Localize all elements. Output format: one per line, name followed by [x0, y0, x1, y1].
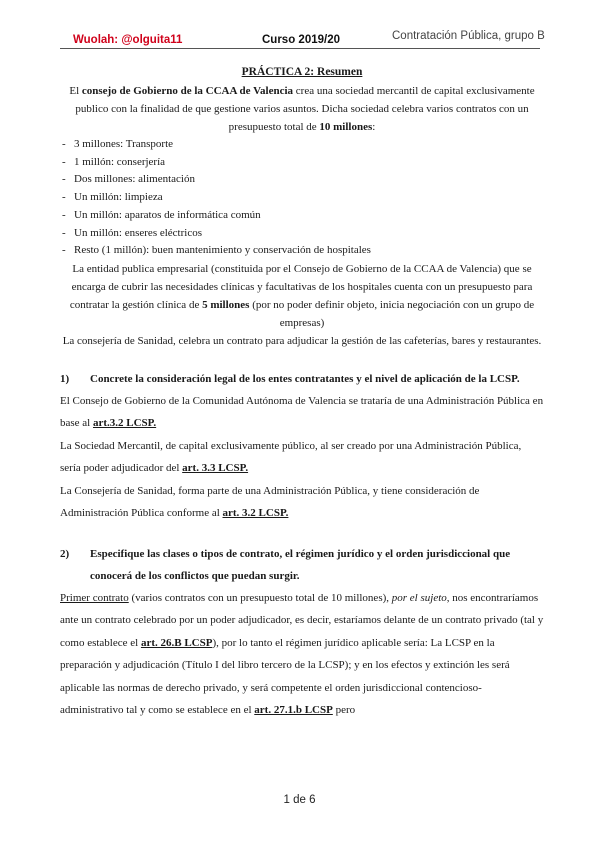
page-number: 1 de 6 — [283, 794, 316, 806]
health-dept-paragraph: La consejería de Sanidad, celebra un contrato para adjudicar la gestión de las cafeterías, bares y restaurantes. — [62, 334, 542, 347]
page-header — [0, 30, 599, 54]
subject-label: Contratación Pública, grupo B — [392, 30, 545, 42]
law-reference: art. 3.2 LCSP. — [222, 507, 289, 520]
government-name: consejo de Gobierno de la CCAA de Valencia — [81, 85, 294, 97]
law-reference: art. 26.B LCSP — [140, 636, 213, 649]
first-contract-label: Primer contrato — [60, 591, 129, 604]
intro-paragraph: El consejo de Gobierno de la CCAA de Valencia crea una sociedad mercantil de capital exclusivamente publico con la finalidad de que gestione varios asuntos. Dicha sociedad celebra varios contratos con un presupuesto total de 10 millones: — [69, 85, 535, 133]
header-divider — [60, 48, 540, 49]
list-item: - 3 millones: Transporte — [60, 136, 544, 154]
clinical-budget: 5 millones — [202, 298, 250, 311]
course-label: Curso 2019/20 — [262, 34, 340, 46]
watermark-text: Wuolah: @olguita11 — [73, 34, 183, 46]
list-item: - 1 millón: conserjería — [60, 154, 544, 172]
section-1-paragraph-1: El Consejo de Gobierno de la Comunidad Autónoma de Valencia se trataría de una Administración Pública en base al art.3.2 LCSP. — [60, 394, 544, 430]
section-1-title: 1) Concrete la consideración legal de los entes contratantes y el nivel de aplicación de la LCSP. — [60, 368, 544, 390]
section-2-title: 2) Especifique las clases o tipos de contrato, el régimen jurídico y el orden jurisdiccional que conocerá de los conflictos que puedan surgir. — [60, 543, 544, 587]
list-item: - Un millón: aparatos de informática común — [60, 207, 544, 225]
section-1-paragraph-2: La Sociedad Mercantil, de capital exclusivamente público, al ser creado por una Administración Pública, sería poder adjudicador del art. 3.3 LCSP. — [60, 439, 522, 475]
document-body — [60, 62, 544, 722]
contracts-list — [60, 136, 544, 260]
section-number: 1) — [60, 372, 70, 385]
budget-amount: 10 millones — [319, 121, 373, 133]
law-reference: art. 27.1.b LCSP — [254, 704, 333, 717]
section-1-paragraph-3: La Consejería de Sanidad, forma parte de una Administración Pública, y tiene consideración de Administración Pública conforme al art. 3.2 LCSP. — [60, 484, 480, 520]
page-title: PRÁCTICA 2: Resumen — [241, 66, 363, 78]
section-2-paragraph: Primer contrato (varios contratos con un presupuesto total de 10 millones), por el sujeto, nos encontraríamos ante un contrato celebrado por un poder adjudicador, es decir, estaríamos delante de un contrato privado (tal y como establece el art. 26.B LCSP), por lo tanto el régimen jurídico aplicable sería: La LCSP en la preparación y adjudicación (Título I del libro tercero de la LCSP); y en los efectos y extinción les será aplicable las normas de derecho privado, y será competente el orden jurisdiccional contencioso-administrativo tal y como se establece en el art. 27.1.b LCSP pero — [60, 591, 544, 717]
list-item: - Un millón: limpieza — [60, 189, 544, 207]
entity-paragraph: La entidad publica empresarial (constituida por el Consejo de Gobierno de la CCAA de Valencia) que se encarga de cubrir las necesidades clínicas y facultativas de los hospitales cuenta con un presupuesto para contratar la gestión clínica de 5 millones (por no poder definir objeto, inicia negociación con un grupo de empresas) — [69, 262, 535, 329]
list-item: - Un millón: enseres eléctricos — [60, 225, 544, 243]
law-reference: art.3.2 LCSP. — [92, 417, 157, 430]
section-number: 2) — [60, 547, 70, 560]
list-item: - Resto (1 millón): buen mantenimiento y conservación de hospitales — [60, 242, 544, 260]
law-reference: art. 3.3 LCSP. — [182, 462, 249, 475]
list-item: - Dos millones: alimentación — [60, 171, 544, 189]
